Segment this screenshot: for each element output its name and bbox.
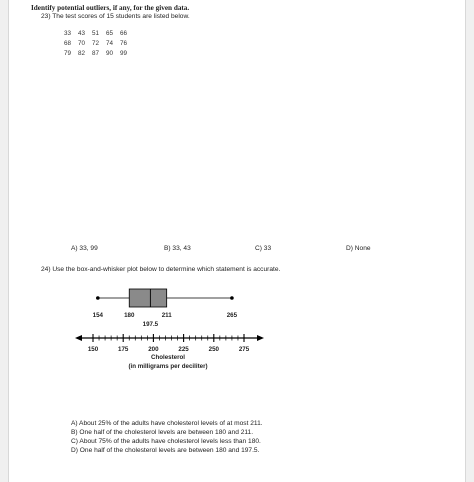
score-cell: 65 [106, 30, 114, 37]
box-whisker-plot [9, 0, 465, 482]
boxplot-label-min: 154 [92, 312, 103, 319]
worksheet-page [8, 0, 466, 482]
score-cell: 66 [120, 30, 128, 37]
question-24-prompt: 24) Use the box-and-whisker plot below to determine which statement is accurate. [41, 266, 281, 273]
min-point [96, 296, 100, 300]
axis-tick-label: 150 [87, 346, 99, 353]
score-cell: 82 [78, 50, 86, 57]
answer-option-b: B) One half of the cholesterol levels are between 180 and 211. [71, 429, 254, 436]
answer-option-d: D) None [346, 245, 371, 252]
answer-option-a: A) 33, 99 [71, 245, 98, 252]
box-iqr [129, 289, 166, 307]
score-cell: 33 [64, 30, 72, 37]
score-cell: 74 [106, 40, 114, 47]
axis-tick-label: 225 [178, 346, 189, 353]
axis-tick-label: 200 [148, 346, 159, 353]
axis-tick-label: 250 [208, 346, 219, 353]
answer-option-d: D) One half of the cholesterol levels are between 180 and 197.5. [71, 447, 260, 454]
max-point [230, 296, 234, 300]
answer-option-a: A) About 25% of the adults have cholesterol levels of at most 211. [71, 420, 263, 427]
answer-option-b: B) 33, 43 [164, 245, 191, 252]
axis-tick-label: 175 [118, 346, 129, 353]
score-cell: 76 [120, 40, 128, 47]
score-cell: 99 [120, 50, 128, 57]
score-cell: 43 [78, 30, 86, 37]
boxplot-label-max: 265 [226, 312, 238, 319]
answer-option-c: C) About 75% of the adults have cholesterol levels less than 180. [71, 438, 261, 445]
score-cell: 87 [92, 50, 100, 57]
score-cell: 51 [92, 30, 100, 37]
boxplot-label-q1: 180 [124, 312, 135, 319]
axis-subtitle: (in milligrams per deciliter) [128, 363, 208, 370]
boxplot-label-q3: 211 [161, 312, 172, 319]
axis-title: Cholesterol [150, 354, 186, 361]
score-cell: 72 [92, 40, 100, 47]
answer-option-c: C) 33 [255, 245, 272, 252]
section-heading: Identify potential outliers, if any, for the given data. [31, 4, 190, 12]
axis-arrow-right [257, 335, 264, 341]
score-cell: 79 [64, 50, 72, 57]
axis-arrow-left [75, 335, 82, 341]
score-cell: 70 [78, 40, 86, 47]
question-23-prompt: 23) The test scores of 15 students are listed below. [41, 13, 190, 20]
boxplot-label-median: 197.5 [142, 321, 159, 328]
axis-tick-label: 275 [238, 346, 250, 353]
score-cell: 90 [106, 50, 114, 57]
score-cell: 68 [64, 40, 72, 47]
